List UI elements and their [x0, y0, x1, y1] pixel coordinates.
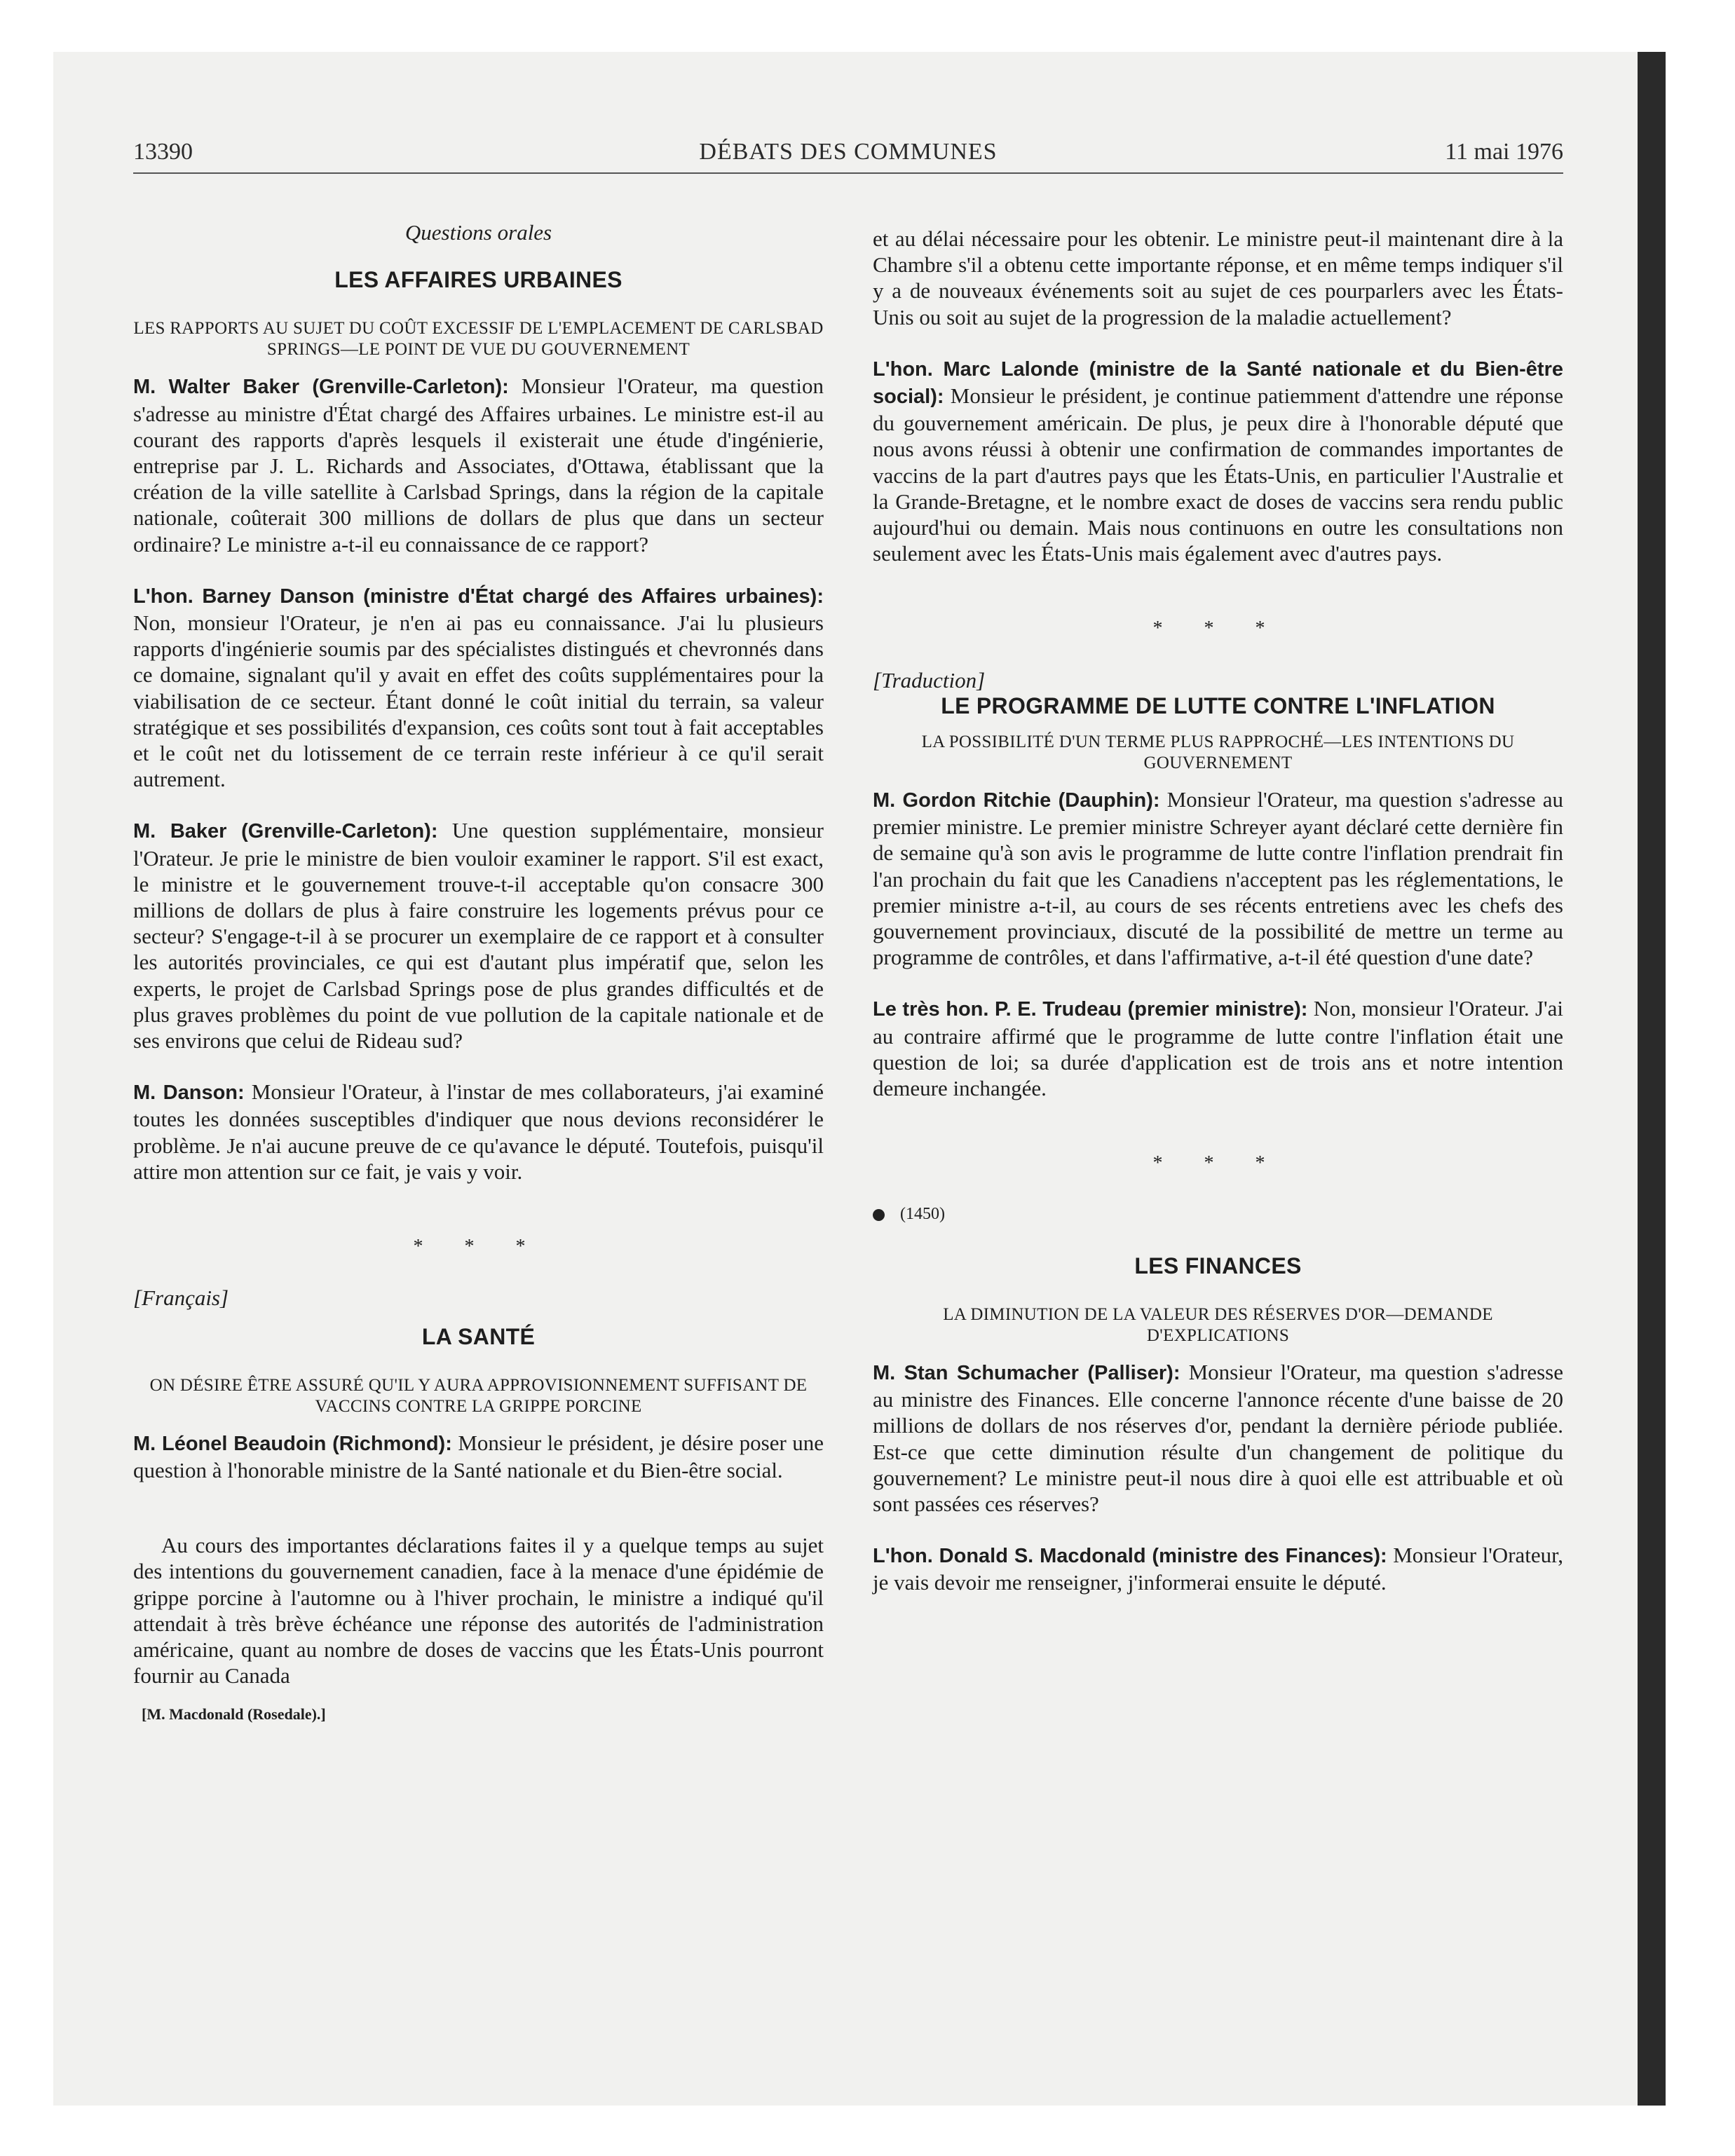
time-marker [873, 1201, 1563, 1227]
speech-paragraph [133, 1532, 824, 1688]
footer-speaker-note: [M. Macdonald (Rosedale).] [142, 1705, 326, 1724]
section-subheading: LES RAPPORTS AU SUJET DU COÛT EXCESSIF DE L'EMPLACEMENT DE CARLSBAD SPRINGS—LE POINT DE VUE DU GOUVERNEMENT [133, 319, 824, 360]
speaker-name: L'hon. Marc Lalonde (ministre de la Santé nationale et du Bien-être social): [873, 357, 1563, 409]
speaker-name: L'hon. Donald S. Macdonald (ministre des Finances): [873, 1545, 1387, 1568]
speech-paragraph [873, 355, 1563, 567]
scan-edge-shadow [1638, 52, 1666, 2106]
speaker-name: M. Walter Baker (Grenville-Carleton): [133, 376, 509, 399]
speech-text: Une question supplémentaire, monsieur l'Orateur. Je prie le ministre de bien vouloir examiner le rapport. S'il est exact, le ministre et le gouvernement trouve-t-il acceptable qu'on consacre 300 millions de dollars de plus à faire construire les logements prévus pour ce secteur? S'engage-t-il à se procurer un exemplaire de ce rapport et à consulter les autorités provinciales, ce qui est d'autant plus impératif que, selon les experts, le projet de Carlsbad Springs pose de plus grandes difficultés et de plus graves problèmes du point de vue pollution de la capitale nationale et de ses environs que celui de Rideau sud? [133, 818, 824, 1053]
section-label: Questions orales [404, 220, 552, 245]
language-note: [Français] [133, 1285, 229, 1311]
speech-paragraph [873, 995, 1563, 1101]
speech-text: Non, monsieur l'Orateur. J'ai au contraire affirmé que le programme de lutte contre l'inflation était une question de loi; sa durée d'application est de trois ans et notre intention demeure inchangée. [873, 996, 1563, 1101]
speaker-name: M. Baker (Grenville-Carleton): [133, 820, 438, 843]
page-number: 13390 [133, 139, 193, 165]
section-subheading: LA DIMINUTION DE LA VALEUR DES RÉSERVES D'OR—DEMANDE D'EXPLICATIONS [943, 1304, 1493, 1345]
speech-text: Non, monsieur l'Orateur, je n'en ai pas eu connaissance. J'ai lu plusieurs rapports d'ingénierie soumis par des spécialistes distingués et chevronnés dans ce domaine, signalant qu'il y avait en effet des coûts supplémentaires pour la viabilisation de ce secteur. Étant donné le coût initial du terrain, sa valeur stratégique et ses possibilités d'expansion, ces coûts sont tout à fait acceptables et le coût net du lotissement de ce terrain reste inférieur à ce qu'il serait autrement. [133, 610, 824, 792]
section-separator: * * * [1152, 1152, 1284, 1175]
section-subheading: ON DÉSIRE ÊTRE ASSURÉ QU'IL Y AURA APPROVISIONNEMENT SUFFISANT DE VACCINS CONTRE LA GRIPPE PORCINE [149, 1375, 808, 1416]
speech-text: Monsieur l'Orateur, je vais devoir me renseigner, j'informerai ensuite le député. [873, 1543, 1563, 1595]
speech-continuation: et au délai nécessaire pour les obtenir. Le ministre peut-il maintenant dire à la Chambre s'il a obtenu cette importante réponse, et en même temps indiquer s'il y a de nouveaux événements soit au sujet de ces pourparlers avec les États-Unis ou soit au sujet de la progression de la maladie actuellement? [873, 226, 1563, 329]
speaker-name: M. Gordon Ritchie (Dauphin): [873, 789, 1160, 812]
speech-paragraph [133, 1430, 824, 1483]
speech-paragraph [133, 817, 824, 1053]
bullet-icon [873, 1209, 885, 1221]
speaker-name: L'hon. Barney Danson (ministre d'État chargé des Affaires urbaines): [133, 585, 824, 608]
speech-text: Au cours des importantes déclarations faites il y a quelque temps au sujet des intentions du gouvernement canadien, face à la menace d'une épidémie de grippe porcine à l'automne ou à l'hiver prochain, le ministre a indiqué qu'il attendait à très brève échéance une réponse des autorités de l'administration américaine, quant au nombre de doses de vaccins que les États-Unis pourront fournir au Canada [133, 1533, 824, 1688]
language-note: [Traduction] [873, 667, 986, 692]
section-separator: * * * [1152, 618, 1284, 640]
speaker-name: M. Danson: [133, 1082, 245, 1105]
page-header [133, 139, 1563, 174]
speech-text: Monsieur le président, je continue patiemment d'attendre une réponse du gouvernement américain. De plus, je peux dire à l'honorable député que nous avons réussi à obtenir une confirmation de commandes importantes de vaccins de la part d'autres pays que les États-Unis, en particulier l'Australie et la Grande-Bretagne, et le nombre exact de doses de vaccins sera rendu public aujourd'hui ou demain. Mais nous continuons en outre les consultations non seulement avec les États-Unis mais également avec d'autres pays. [873, 383, 1563, 566]
publication-date: 11 mai 1976 [1445, 139, 1563, 165]
speech-text: Monsieur l'Orateur, ma question s'adresse au ministre d'État chargé des Affaires urbaines. Le ministre est-il au courant des rapports d'après lesquels il existerait une étude d'ingénierie, entreprise par J. L. Richards and Associates, d'Ottawa, établissant que la création de la ville satellite à Carlsbad Springs, dans la région de la capitale nationale, coûterait 300 millions de dollars de plus que dans un secteur ordinaire? Le ministre a-t-il eu connaissance de ce rapport? [133, 374, 824, 557]
section-subheading: LA POSSIBILITÉ D'UN TERME PLUS RAPPROCHÉ—LES INTENTIONS DU GOUVERNEMENT [921, 732, 1515, 773]
publication-title: DÉBATS DES COMMUNES [699, 139, 998, 165]
timestamp: (1450) [900, 1205, 945, 1224]
speech-text: Monsieur le président, je désire poser une question à l'honorable ministre de la Santé nationale et du Bien-être social. [133, 1430, 824, 1482]
speech-text: Monsieur l'Orateur, ma question s'adresse au premier ministre. Le premier ministre Schreyer ayant déclaré cette dernière fin de semaine qu'à son avis le programme de lutte contre l'inflation prendrait fin l'an prochain du fait que les Canadiens n'acceptent pas les réglementations, le premier ministre a-t-il, au cours de ses récents entretiens avec les chefs des gouvernement provinciaux, discuté de la possibilité de mettre un terme au programme de contrôles, et dans l'affirmative, a-t-il été question d'une date? [873, 787, 1563, 970]
speech-paragraph [873, 1359, 1563, 1517]
speech-paragraph [133, 1079, 824, 1185]
right-column [873, 198, 1563, 1596]
left-column [133, 198, 824, 1728]
speaker-name: Le très hon. P. E. Trudeau (premier ministre): [873, 998, 1308, 1021]
speech-paragraph [133, 582, 824, 793]
section-heading-finances: LES FINANCES [1134, 1253, 1302, 1278]
speech-paragraph [873, 1542, 1563, 1595]
section-separator: * * * [413, 1236, 544, 1258]
section-heading-health: LA SANTÉ [421, 1323, 536, 1349]
speech-paragraph [873, 786, 1563, 970]
speech-paragraph [133, 373, 824, 557]
speech-text: Monsieur l'Orateur, ma question s'adresse au ministre des Finances. Elle concerne l'annonce récente d'une baisse de 20 millions de dollars de nos réserves d'or, pendant la dernière période publiée. Est-ce que cette diminution résulte d'un changement de politique du gouvernement? Le ministre peut-il nous dire à quoi elle est attribuable et où sont passées ces réserves? [873, 1359, 1563, 1516]
speech-text: Monsieur l'Orateur, à l'instar de mes collaborateurs, j'ai examiné toutes les données susceptibles d'indiquer que nous devions reconsidérer le problème. Je n'ai aucune preuve de ce qu'avance le député. Toutefois, puisqu'il attire mon attention sur ce fait, je vais y voir. [133, 1079, 824, 1184]
speaker-name: M. Stan Schumacher (Palliser): [873, 1361, 1181, 1384]
section-heading-inflation: LE PROGRAMME DE LUTTE CONTRE L'INFLATION [941, 692, 1495, 718]
speaker-name: M. Léonel Beaudoin (Richmond): [133, 1432, 452, 1455]
section-heading-urban-affairs: LES AFFAIRES URBAINES [334, 267, 622, 293]
